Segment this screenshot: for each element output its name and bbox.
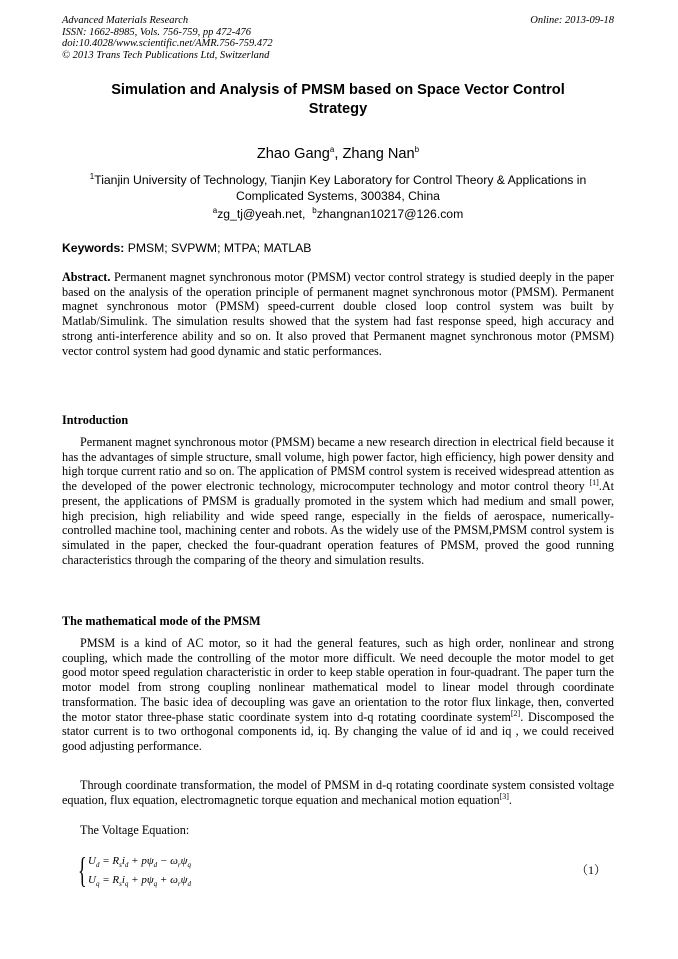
keywords-text: PMSM; SVPWM; MTPA; MATLAB — [124, 241, 312, 255]
math-text-3: Through coordinate transformation, the model of PMSM in d-q rotating coordinate system consisted voltage equation, flux equation, electromagnetic torque equation and mechanical motion equation — [62, 778, 614, 807]
math-model-heading: The mathematical mode of the PMSM — [62, 614, 261, 628]
email-b: zhangnan10217@126.com — [316, 207, 464, 221]
math-text-4: . — [508, 792, 512, 807]
voltage-equation — [78, 850, 278, 893]
email-a: zg_tj@yeah.net, — [217, 207, 306, 221]
equation-line-d: $U_d = R_si_d + p\psi_d - \omega_r\psi_q$ — [88, 855, 191, 870]
journal-header — [62, 15, 273, 61]
paper-title-line-1: Simulation and Analysis of PMSM based on Space Vector Control — [111, 82, 565, 98]
email-b-marker: b — [312, 205, 317, 215]
citation-1: [1] — [589, 478, 599, 488]
author-1: Zhao Gang — [256, 146, 330, 162]
affiliation-marker: 1 — [89, 171, 95, 181]
copyright-line: © 2013 Trans Tech Publications Ltd, Switzerland — [62, 49, 270, 61]
math-paragraph-2 — [62, 778, 614, 807]
citation-3: [3] — [499, 791, 509, 801]
introduction-heading: Introduction — [62, 413, 129, 427]
math-paragraph-1 — [62, 636, 614, 754]
online-date: Online: 2013-09-18 — [530, 15, 614, 26]
journal-name: Advanced Materials Research — [62, 15, 189, 26]
intro-text-2: .At present, the applications of PMSM is gradually promoted in the system which had medium and small power, high precision, high reliability and wide speed range, especially in the fields of aerospace, numerically-controlled machine tool, machining center and robots. As the widely use of the PMSM,PMSM control system is simulated in the paper, checked the four-quadrant operation features of PMSM, proved the good running characteristics through the comparing of the theory and simulation results. — [62, 479, 614, 567]
author-2-marker: b — [414, 145, 420, 155]
introduction-paragraph — [62, 435, 614, 567]
affiliation-text: Tianjin University of Technology, Tianjin Key Laboratory for Control Theory & Applications in Complicated Systems, 300384, China — [94, 173, 587, 203]
citation-2: [2] — [510, 708, 521, 718]
equation-brace: { — [78, 850, 87, 890]
intro-text-1: Permanent magnet synchronous motor (PMSM) became a new research direction in electrical field because it has the advantages of simple structure, small volume, high power factor, high efficiency, high power density and high torque current ratio and so on. The application of PMSM control system is received widespread attention as the developed of the power electronic technology, microcomputer technology and motor control theory — [62, 435, 614, 494]
author-list — [62, 145, 614, 163]
affiliation — [62, 172, 614, 204]
email-line — [62, 206, 614, 222]
paper-title — [62, 81, 614, 119]
issn-line: ISSN: 1662-8985, Vols. 756-759, pp 472-476 — [62, 26, 251, 38]
math-text-1: PMSM is a kind of AC motor, so it had the general features, such as high order, nonlinear and strong coupling, which made the controlling of the motor more difficult. We need decouple the motor model to get good motor speed regulation characteristic in order to keep stable operation in four-quadrant. The paper turn the motor model from strong coupling nonlinear mathematical model to linear model through coordinate transformation. The basic idea of decoupling was gave an orientation to the rotor flux linkage, then, converted the motor stator three-phase static coordinate system into d-q rotating coordinate system — [62, 636, 614, 724]
doi-line: doi:10.4028/www.scientific.net/AMR.756-759.472 — [62, 38, 273, 49]
abstract — [62, 270, 614, 358]
math-text-2: . Discomposed the stator current is to two orthogonal components id, iq. By changing the value of id and iq , we could received good adjusting performance. — [62, 709, 614, 753]
equation-line-q: $U_q = R_si_q + p\psi_q + \omega_r\psi_d$ — [88, 874, 191, 889]
paper-title-line-2: Strategy — [308, 101, 368, 117]
equation-number: （1） — [575, 863, 606, 877]
keywords-label: Keywords: — [62, 241, 125, 255]
author-1-marker: a — [329, 145, 335, 155]
keywords — [62, 240, 311, 256]
abstract-text: Permanent magnet synchronous motor (PMSM) vector control strategy is studied deeply in the paper based on the analysis of the operation principle of permanent magnet synchronous motor (PMSM). Permanent magnet synchronous motor (PMSM) speed-current double closed loop control system was built by Matlab/Simulink. The simulation results showed that the system had fast response speed, high accuracy and strong anti-interference ability and so on. It also proved that Permanent magnet synchronous motor (PMSM) vector control system had good dynamic and static performances. — [62, 270, 614, 358]
abstract-label: Abstract. — [62, 270, 111, 284]
author-separator: , — [334, 146, 343, 162]
email-a-marker: a — [212, 205, 218, 215]
author-2: Zhang Nan — [342, 146, 415, 162]
voltage-equation-label: The Voltage Equation: — [80, 823, 190, 837]
